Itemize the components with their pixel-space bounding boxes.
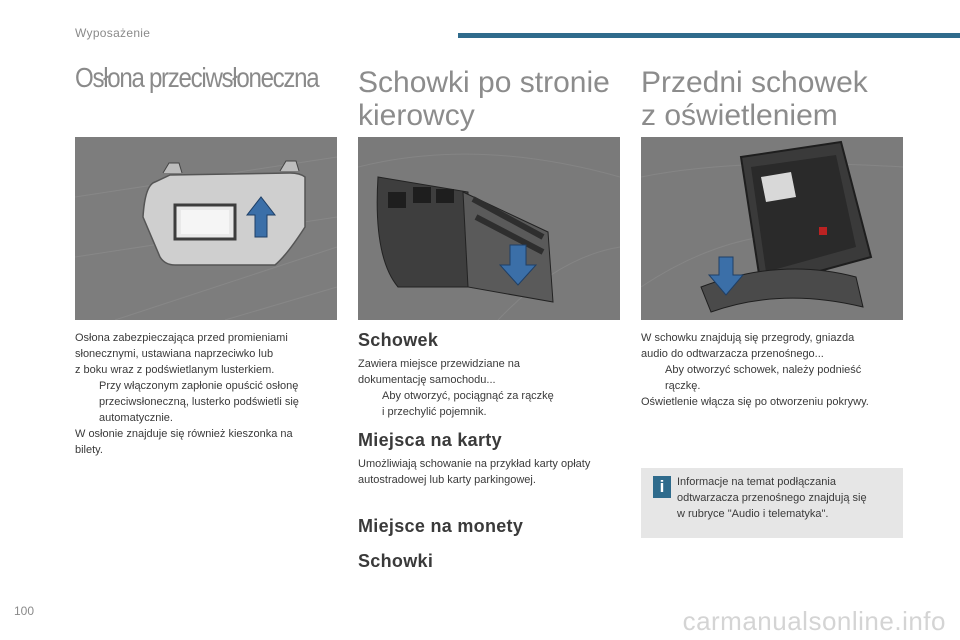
sun-visor-title: Osłona przeciwsłoneczna (75, 62, 319, 93)
text-line: w rubryce "Audio i telematyka". (677, 508, 829, 520)
text-line: Umożliwiają schowanie na przykład karty opłaty (358, 458, 591, 470)
instruction-bullet: Aby otworzyć, pociągnąć za rączkę (382, 390, 554, 402)
card-holder-heading: Miejsca na karty (358, 430, 502, 450)
text-line: W osłonie znajduje się również kieszonka na (75, 428, 293, 440)
text-line: autostradowej lub karty parkingowej. (358, 474, 536, 486)
text-line: W schowku znajdują się przegrody, gniazda (641, 332, 855, 344)
text-line: przeciwsłoneczną, lusterko podświetli się (99, 396, 299, 408)
coin-holder-heading: Miejsce na monety (358, 516, 524, 536)
text-line: dokumentację samochodu... (358, 374, 496, 386)
text-line: rączkę. (665, 380, 701, 392)
text-line: automatycznie. (99, 412, 173, 424)
sun-visor-text (75, 330, 337, 458)
page-number: 100 (14, 604, 35, 618)
text-line: odtwarzacza przenośnego znajdują się (677, 492, 867, 504)
driver-storage-illustration (358, 137, 620, 320)
text-line: Oświetlenie włącza się po otworzeniu pokrywy. (641, 396, 869, 408)
info-text (677, 474, 895, 522)
instruction-bullet: Przy włączonym zapłonie opuścić osłonę (99, 380, 299, 392)
text-line: Osłona zabezpieczająca przed promieniami (75, 332, 288, 344)
text-line: audio do odtwarzacza przenośnego... (641, 348, 824, 360)
front-glovebox-title: Przedni schowek z oświetleniem (641, 66, 868, 132)
text-line: bilety. (75, 444, 103, 456)
sun-visor-illustration (75, 137, 337, 320)
text-line: słonecznymi, ustawiana naprzeciwko lub (75, 348, 274, 360)
glovebox-text (358, 356, 620, 420)
section-label: Wyposażenie (75, 26, 151, 40)
front-glovebox-text (641, 330, 903, 410)
storage-heading: Schowki (358, 551, 434, 571)
text-line: i przechylić pojemnik. (382, 406, 487, 418)
glovebox-heading: Schowek (358, 330, 439, 350)
header-accent-bar (458, 33, 960, 38)
card-holder-text (358, 456, 620, 488)
info-box (641, 468, 903, 538)
text-line: Informacje na temat podłączania (677, 476, 836, 488)
info-icon: i (653, 476, 671, 498)
text-line: Zawiera miejsce przewidziane na (358, 358, 521, 370)
instruction-bullet: Aby otworzyć schowek, należy podnieść (665, 364, 862, 376)
text-line: z boku wraz z podświetlanym lusterkiem. (75, 364, 275, 376)
watermark: carmanualsonline.info (682, 606, 946, 636)
front-glovebox-illustration (641, 137, 903, 320)
driver-storage-title: Schowki po stronie kierowcy (358, 66, 610, 132)
